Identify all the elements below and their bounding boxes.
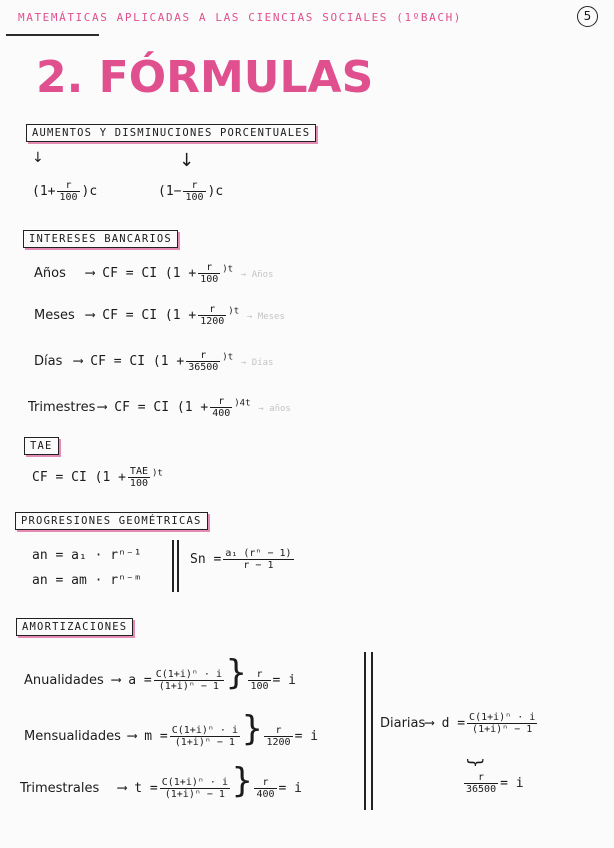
formula-disminucion: (1− $\frac{r}{100}$ )c	[158, 180, 224, 203]
section-heading-tae: TAE	[24, 437, 59, 455]
amort-row-trimestrales: Trimestrales ⟶ t = $\frac{\text{C(1+i)ⁿ · i}}{\text{(1+i)ⁿ − 1}}$ } $\frac{r}{400}$ = i	[20, 761, 303, 801]
formula-an-1: an = a₁ · rⁿ⁻¹	[32, 548, 142, 563]
amort-row-mensualidades: Mensualidades ⟶ m = $\frac{\text{C(1+i)ⁿ · i}}{\text{(1+i)ⁿ − 1}}$ } $\frac{r}{1200}$ = i	[24, 709, 319, 749]
divider	[364, 652, 366, 810]
interes-row-meses: Meses ⟶ CF = CI (1 + $\frac{r}{1200}$ $^{)t}$ → Meses	[34, 304, 285, 327]
interes-row-trimestres: Trimestres ⟶ CF = CI (1 + $\frac{r}{400}$ $^{)4t}$ → años	[28, 396, 291, 419]
amort-row-anualidades: Anualidades ⟶ a = $\frac{\text{C(1+i)ⁿ · i}}{\text{(1+i)ⁿ − 1}}$ } $\frac{r}{100}$ = i	[24, 653, 297, 693]
section-heading-progresiones: PROGRESIONES GEOMÉTRICAS	[15, 512, 208, 530]
page-number: 5	[577, 6, 598, 27]
header-underline	[6, 34, 99, 36]
amort-diarias-rate: $\frac{r}{36500}$ = i	[466, 772, 524, 795]
down-arrow-icon: ↓	[179, 150, 195, 171]
interes-row-dias: Días ⟶ CF = CI (1 + $\frac{r}{36500}$ $^{)t}$ → Días	[34, 350, 274, 373]
down-arrow-icon: ↓	[32, 150, 44, 166]
interes-row-anos: Años ⟶ CF = CI (1 + $\frac{r}{100}$ $^{)t}$ → Años	[34, 262, 274, 285]
formula-tae: CF = CI (1 + $\frac{\text{TAE}}{100}$ $^{)t}$	[32, 466, 163, 489]
divider	[177, 540, 179, 592]
divider	[172, 540, 174, 592]
section-heading-porcentuales: AUMENTOS Y DISMINUCIONES PORCENTUALES	[26, 124, 316, 142]
brace-icon: }	[465, 756, 487, 769]
section-heading-intereses: INTERESES BANCARIOS	[23, 230, 178, 248]
divider	[371, 652, 373, 810]
amort-diarias: Diarias⟶ d = $\frac{\text{C(1+i)ⁿ · i}}{\text{(1+i)ⁿ − 1}}$	[380, 712, 536, 735]
formula-an-2: an = am · rⁿ⁻ᵐ	[32, 573, 142, 588]
page-title: 2. FÓRMULAS	[36, 52, 374, 103]
page-header: MATEMÁTICAS APLICADAS A LAS CIENCIAS SOCIALES (1ºBACH)	[18, 11, 463, 24]
formula-sn: Sn = $\frac{\text{a₁ (rⁿ − 1)}}{r - 1}$	[190, 548, 292, 571]
section-heading-amortizaciones: AMORTIZACIONES	[16, 618, 133, 636]
formula-aumento: (1+ $\frac{r}{100}$ )c	[32, 180, 98, 203]
